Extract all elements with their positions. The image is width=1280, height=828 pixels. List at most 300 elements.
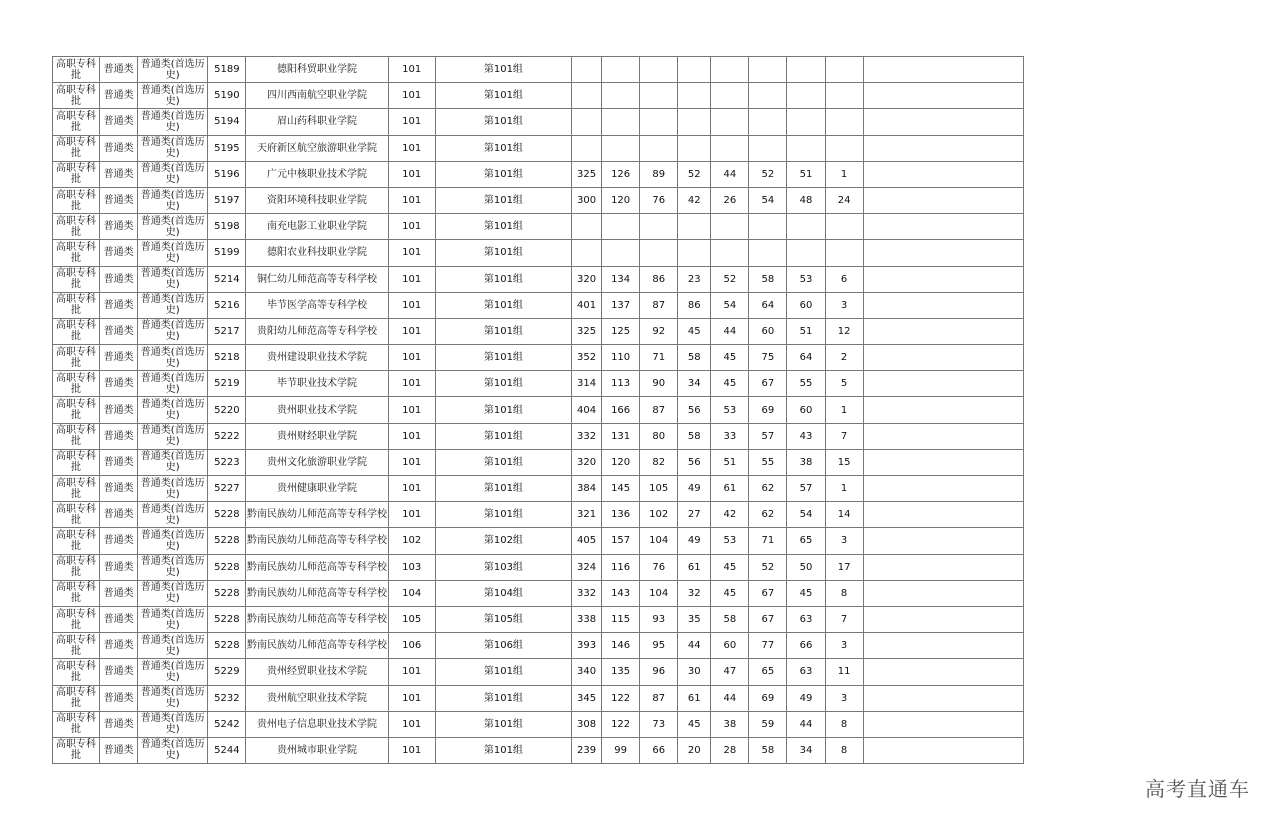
school-name-cell: 贵州建设职业技术学院 (246, 345, 388, 371)
blank-cell (863, 83, 1023, 109)
score-cell (640, 135, 678, 161)
batch-cell: 高职专科批 (53, 214, 100, 240)
score-cell (787, 83, 825, 109)
subject-cell: 普通类(首选历史) (138, 606, 208, 632)
group-code-cell: 103 (388, 554, 435, 580)
group-code-cell: 101 (388, 266, 435, 292)
school-code-cell: 5242 (208, 711, 246, 737)
batch-cell: 高职专科批 (53, 397, 100, 423)
subject-cell: 普通类(首选历史) (138, 633, 208, 659)
score-cell: 5 (825, 371, 863, 397)
school-code-cell: 5229 (208, 659, 246, 685)
category-cell: 普通类 (100, 292, 138, 318)
score-cell: 95 (640, 633, 678, 659)
score-cell: 340 (572, 659, 602, 685)
score-cell (825, 57, 863, 83)
score-cell: 58 (749, 266, 787, 292)
score-cell: 65 (787, 528, 825, 554)
school-code-cell: 5228 (208, 502, 246, 528)
category-cell: 普通类 (100, 345, 138, 371)
group-name-cell: 第101组 (435, 266, 571, 292)
category-cell: 普通类 (100, 135, 138, 161)
category-cell: 普通类 (100, 449, 138, 475)
group-name-cell: 第101组 (435, 345, 571, 371)
table-row (53, 135, 1024, 161)
score-cell: 126 (602, 161, 640, 187)
score-cell (711, 57, 749, 83)
score-cell: 35 (678, 606, 711, 632)
score-cell (749, 83, 787, 109)
score-cell: 89 (640, 161, 678, 187)
school-name-cell: 贵阳幼儿师范高等专科学校 (246, 318, 388, 344)
group-name-cell: 第101组 (435, 135, 571, 161)
score-cell: 24 (825, 187, 863, 213)
school-name-cell: 贵州职业技术学院 (246, 397, 388, 423)
score-cell: 135 (602, 659, 640, 685)
score-cell (640, 83, 678, 109)
blank-cell (863, 187, 1023, 213)
score-cell: 76 (640, 554, 678, 580)
score-cell (602, 109, 640, 135)
category-cell: 普通类 (100, 109, 138, 135)
score-cell: 113 (602, 371, 640, 397)
score-cell: 43 (787, 423, 825, 449)
score-cell: 55 (749, 449, 787, 475)
score-cell: 1 (825, 397, 863, 423)
score-cell (678, 214, 711, 240)
score-cell: 45 (787, 580, 825, 606)
group-name-cell: 第101组 (435, 502, 571, 528)
school-code-cell: 5219 (208, 371, 246, 397)
score-cell: 60 (787, 397, 825, 423)
batch-cell: 高职专科批 (53, 737, 100, 763)
score-cell: 345 (572, 685, 602, 711)
score-cell (825, 83, 863, 109)
subject-cell: 普通类(首选历史) (138, 554, 208, 580)
group-code-cell: 101 (388, 476, 435, 502)
category-cell: 普通类 (100, 57, 138, 83)
school-name-cell: 德阳农业科技职业学院 (246, 240, 388, 266)
score-cell (572, 214, 602, 240)
score-cell (572, 57, 602, 83)
school-code-cell: 5222 (208, 423, 246, 449)
school-name-cell: 贵州健康职业学院 (246, 476, 388, 502)
blank-cell (863, 685, 1023, 711)
score-cell (572, 109, 602, 135)
group-code-cell: 101 (388, 685, 435, 711)
batch-cell: 高职专科批 (53, 423, 100, 449)
table-row (53, 423, 1024, 449)
score-cell: 300 (572, 187, 602, 213)
score-cell: 48 (787, 187, 825, 213)
subject-cell: 普通类(首选历史) (138, 318, 208, 344)
group-name-cell: 第101组 (435, 318, 571, 344)
school-name-cell: 四川西南航空职业学院 (246, 83, 388, 109)
score-cell: 67 (749, 580, 787, 606)
score-cell: 325 (572, 161, 602, 187)
score-cell: 12 (825, 318, 863, 344)
batch-cell: 高职专科批 (53, 135, 100, 161)
blank-cell (863, 554, 1023, 580)
school-name-cell: 黔南民族幼儿师范高等专科学校 (246, 554, 388, 580)
score-cell: 3 (825, 292, 863, 318)
score-cell (640, 214, 678, 240)
blank-cell (863, 345, 1023, 371)
score-cell: 405 (572, 528, 602, 554)
score-cell: 8 (825, 580, 863, 606)
score-cell: 53 (711, 397, 749, 423)
score-cell: 34 (787, 737, 825, 763)
school-code-cell: 5228 (208, 528, 246, 554)
group-code-cell: 101 (388, 397, 435, 423)
score-cell: 80 (640, 423, 678, 449)
group-code-cell: 101 (388, 371, 435, 397)
batch-cell: 高职专科批 (53, 449, 100, 475)
batch-cell: 高职专科批 (53, 502, 100, 528)
score-cell: 338 (572, 606, 602, 632)
score-cell: 44 (787, 711, 825, 737)
school-code-cell: 5220 (208, 397, 246, 423)
school-code-cell: 5198 (208, 214, 246, 240)
category-cell: 普通类 (100, 685, 138, 711)
score-cell: 115 (602, 606, 640, 632)
score-cell (602, 135, 640, 161)
school-name-cell: 资阳环境科技职业学院 (246, 187, 388, 213)
score-cell: 157 (602, 528, 640, 554)
blank-cell (863, 318, 1023, 344)
school-code-cell: 5228 (208, 606, 246, 632)
category-cell: 普通类 (100, 397, 138, 423)
batch-cell: 高职专科批 (53, 109, 100, 135)
category-cell: 普通类 (100, 161, 138, 187)
score-cell (711, 135, 749, 161)
blank-cell (863, 711, 1023, 737)
score-cell: 166 (602, 397, 640, 423)
score-cell: 44 (711, 161, 749, 187)
score-cell: 308 (572, 711, 602, 737)
admission-score-table (52, 56, 1024, 764)
blank-cell (863, 240, 1023, 266)
school-code-cell: 5227 (208, 476, 246, 502)
batch-cell: 高职专科批 (53, 476, 100, 502)
school-name-cell: 广元中核职业技术学院 (246, 161, 388, 187)
score-cell (787, 240, 825, 266)
score-cell: 50 (787, 554, 825, 580)
group-code-cell: 101 (388, 449, 435, 475)
score-cell: 67 (749, 371, 787, 397)
subject-cell: 普通类(首选历史) (138, 161, 208, 187)
school-name-cell: 黔南民族幼儿师范高等专科学校 (246, 633, 388, 659)
group-name-cell: 第101组 (435, 737, 571, 763)
score-cell (749, 57, 787, 83)
score-cell: 69 (749, 397, 787, 423)
school-code-cell: 5244 (208, 737, 246, 763)
blank-cell (863, 397, 1023, 423)
score-cell (825, 109, 863, 135)
score-cell (572, 83, 602, 109)
school-name-cell: 德阳科贸职业学院 (246, 57, 388, 83)
group-code-cell: 101 (388, 659, 435, 685)
blank-cell (863, 266, 1023, 292)
blank-cell (863, 476, 1023, 502)
score-cell: 6 (825, 266, 863, 292)
school-code-cell: 5196 (208, 161, 246, 187)
table-row (53, 449, 1024, 475)
school-name-cell: 眉山药科职业学院 (246, 109, 388, 135)
blank-cell (863, 214, 1023, 240)
blank-cell (863, 371, 1023, 397)
table-row (53, 161, 1024, 187)
score-cell: 30 (678, 659, 711, 685)
score-cell: 58 (749, 737, 787, 763)
score-cell (711, 240, 749, 266)
score-cell: 45 (711, 580, 749, 606)
score-cell: 104 (640, 528, 678, 554)
blank-cell (863, 292, 1023, 318)
score-cell (787, 135, 825, 161)
batch-cell: 高职专科批 (53, 633, 100, 659)
batch-cell: 高职专科批 (53, 685, 100, 711)
score-cell: 324 (572, 554, 602, 580)
subject-cell: 普通类(首选历史) (138, 292, 208, 318)
table-row (53, 292, 1024, 318)
school-code-cell: 5228 (208, 554, 246, 580)
group-name-cell: 第101组 (435, 476, 571, 502)
score-cell: 321 (572, 502, 602, 528)
score-cell: 134 (602, 266, 640, 292)
subject-cell: 普通类(首选历史) (138, 214, 208, 240)
score-cell: 60 (749, 318, 787, 344)
score-cell: 34 (678, 371, 711, 397)
score-cell: 64 (787, 345, 825, 371)
blank-cell (863, 423, 1023, 449)
batch-cell: 高职专科批 (53, 187, 100, 213)
blank-cell (863, 528, 1023, 554)
score-cell: 3 (825, 633, 863, 659)
subject-cell: 普通类(首选历史) (138, 685, 208, 711)
group-code-cell: 101 (388, 318, 435, 344)
score-cell: 59 (749, 711, 787, 737)
score-cell (749, 214, 787, 240)
score-cell: 57 (749, 423, 787, 449)
school-name-cell: 黔南民族幼儿师范高等专科学校 (246, 502, 388, 528)
score-cell: 1 (825, 476, 863, 502)
group-name-cell: 第102组 (435, 528, 571, 554)
group-code-cell: 102 (388, 528, 435, 554)
score-cell: 71 (640, 345, 678, 371)
blank-cell (863, 449, 1023, 475)
score-cell: 325 (572, 318, 602, 344)
group-code-cell: 101 (388, 83, 435, 109)
score-cell (825, 240, 863, 266)
score-cell: 20 (678, 737, 711, 763)
blank-cell (863, 161, 1023, 187)
score-cell: 104 (640, 580, 678, 606)
school-name-cell: 贵州航空职业技术学院 (246, 685, 388, 711)
score-cell: 71 (749, 528, 787, 554)
group-name-cell: 第101组 (435, 83, 571, 109)
score-cell: 45 (678, 711, 711, 737)
category-cell: 普通类 (100, 476, 138, 502)
group-code-cell: 101 (388, 240, 435, 266)
score-cell: 105 (640, 476, 678, 502)
school-name-cell: 天府新区航空旅游职业学院 (246, 135, 388, 161)
blank-cell (863, 57, 1023, 83)
group-code-cell: 101 (388, 161, 435, 187)
score-cell (749, 240, 787, 266)
score-cell: 52 (749, 161, 787, 187)
blank-cell (863, 633, 1023, 659)
subject-cell: 普通类(首选历史) (138, 83, 208, 109)
group-name-cell: 第101组 (435, 240, 571, 266)
table-row (53, 214, 1024, 240)
score-cell: 66 (640, 737, 678, 763)
score-cell: 54 (749, 187, 787, 213)
subject-cell: 普通类(首选历史) (138, 266, 208, 292)
score-cell (640, 109, 678, 135)
group-name-cell: 第104组 (435, 580, 571, 606)
score-cell: 90 (640, 371, 678, 397)
score-cell: 146 (602, 633, 640, 659)
score-cell: 314 (572, 371, 602, 397)
category-cell: 普通类 (100, 240, 138, 266)
score-cell: 45 (711, 345, 749, 371)
group-name-cell: 第101组 (435, 397, 571, 423)
score-cell: 49 (678, 476, 711, 502)
score-cell (640, 57, 678, 83)
score-cell: 33 (711, 423, 749, 449)
score-cell: 17 (825, 554, 863, 580)
batch-cell: 高职专科批 (53, 318, 100, 344)
score-cell: 87 (640, 292, 678, 318)
table-row (53, 580, 1024, 606)
batch-cell: 高职专科批 (53, 580, 100, 606)
group-code-cell: 101 (388, 57, 435, 83)
school-name-cell: 铜仁幼儿师范高等专科学校 (246, 266, 388, 292)
score-cell: 38 (711, 711, 749, 737)
subject-cell: 普通类(首选历史) (138, 240, 208, 266)
table-row (53, 57, 1024, 83)
group-name-cell: 第101组 (435, 161, 571, 187)
score-cell: 53 (711, 528, 749, 554)
school-name-cell: 黔南民族幼儿师范高等专科学校 (246, 580, 388, 606)
school-code-cell: 5223 (208, 449, 246, 475)
score-cell: 332 (572, 423, 602, 449)
score-cell: 28 (711, 737, 749, 763)
score-cell (572, 135, 602, 161)
score-cell: 26 (711, 187, 749, 213)
score-cell: 23 (678, 266, 711, 292)
group-code-cell: 101 (388, 292, 435, 318)
table-body (53, 57, 1024, 764)
group-name-cell: 第101组 (435, 109, 571, 135)
group-code-cell: 104 (388, 580, 435, 606)
batch-cell: 高职专科批 (53, 266, 100, 292)
score-cell (787, 214, 825, 240)
school-name-cell: 黔南民族幼儿师范高等专科学校 (246, 528, 388, 554)
table-row (53, 318, 1024, 344)
category-cell: 普通类 (100, 214, 138, 240)
school-code-cell: 5218 (208, 345, 246, 371)
category-cell: 普通类 (100, 83, 138, 109)
group-code-cell: 105 (388, 606, 435, 632)
table-row (53, 685, 1024, 711)
category-cell: 普通类 (100, 606, 138, 632)
score-cell: 136 (602, 502, 640, 528)
batch-cell: 高职专科批 (53, 554, 100, 580)
score-cell: 75 (749, 345, 787, 371)
group-name-cell: 第101组 (435, 214, 571, 240)
score-cell (602, 83, 640, 109)
group-name-cell: 第101组 (435, 711, 571, 737)
score-cell: 69 (749, 685, 787, 711)
score-cell: 143 (602, 580, 640, 606)
batch-cell: 高职专科批 (53, 345, 100, 371)
group-code-cell: 101 (388, 345, 435, 371)
school-code-cell: 5194 (208, 109, 246, 135)
score-cell (825, 214, 863, 240)
table-row (53, 606, 1024, 632)
category-cell: 普通类 (100, 737, 138, 763)
score-cell (678, 109, 711, 135)
score-cell (602, 57, 640, 83)
batch-cell: 高职专科批 (53, 161, 100, 187)
category-cell: 普通类 (100, 554, 138, 580)
score-cell: 93 (640, 606, 678, 632)
score-cell: 3 (825, 528, 863, 554)
score-cell: 86 (640, 266, 678, 292)
score-cell: 11 (825, 659, 863, 685)
score-cell: 63 (787, 606, 825, 632)
subject-cell: 普通类(首选历史) (138, 109, 208, 135)
score-cell: 102 (640, 502, 678, 528)
group-name-cell: 第106组 (435, 633, 571, 659)
score-cell: 54 (787, 502, 825, 528)
subject-cell: 普通类(首选历史) (138, 397, 208, 423)
score-cell: 401 (572, 292, 602, 318)
score-cell (711, 214, 749, 240)
score-cell: 3 (825, 685, 863, 711)
group-name-cell: 第101组 (435, 292, 571, 318)
score-cell: 51 (711, 449, 749, 475)
blank-cell (863, 502, 1023, 528)
score-cell: 77 (749, 633, 787, 659)
table-row (53, 397, 1024, 423)
table-row (53, 737, 1024, 763)
score-cell: 15 (825, 449, 863, 475)
group-name-cell: 第101组 (435, 371, 571, 397)
school-name-cell: 毕节医学高等专科学校 (246, 292, 388, 318)
group-code-cell: 101 (388, 711, 435, 737)
score-cell: 393 (572, 633, 602, 659)
subject-cell: 普通类(首选历史) (138, 371, 208, 397)
category-cell: 普通类 (100, 659, 138, 685)
score-cell: 131 (602, 423, 640, 449)
score-cell: 137 (602, 292, 640, 318)
score-cell (678, 57, 711, 83)
score-cell: 384 (572, 476, 602, 502)
school-code-cell: 5189 (208, 57, 246, 83)
score-cell: 320 (572, 449, 602, 475)
watermark-text: 高考直通车 (1145, 777, 1250, 801)
score-cell (678, 83, 711, 109)
group-name-cell: 第101组 (435, 423, 571, 449)
blank-cell (863, 135, 1023, 161)
batch-cell: 高职专科批 (53, 528, 100, 554)
blank-cell (863, 606, 1023, 632)
batch-cell: 高职专科批 (53, 292, 100, 318)
group-code-cell: 101 (388, 423, 435, 449)
